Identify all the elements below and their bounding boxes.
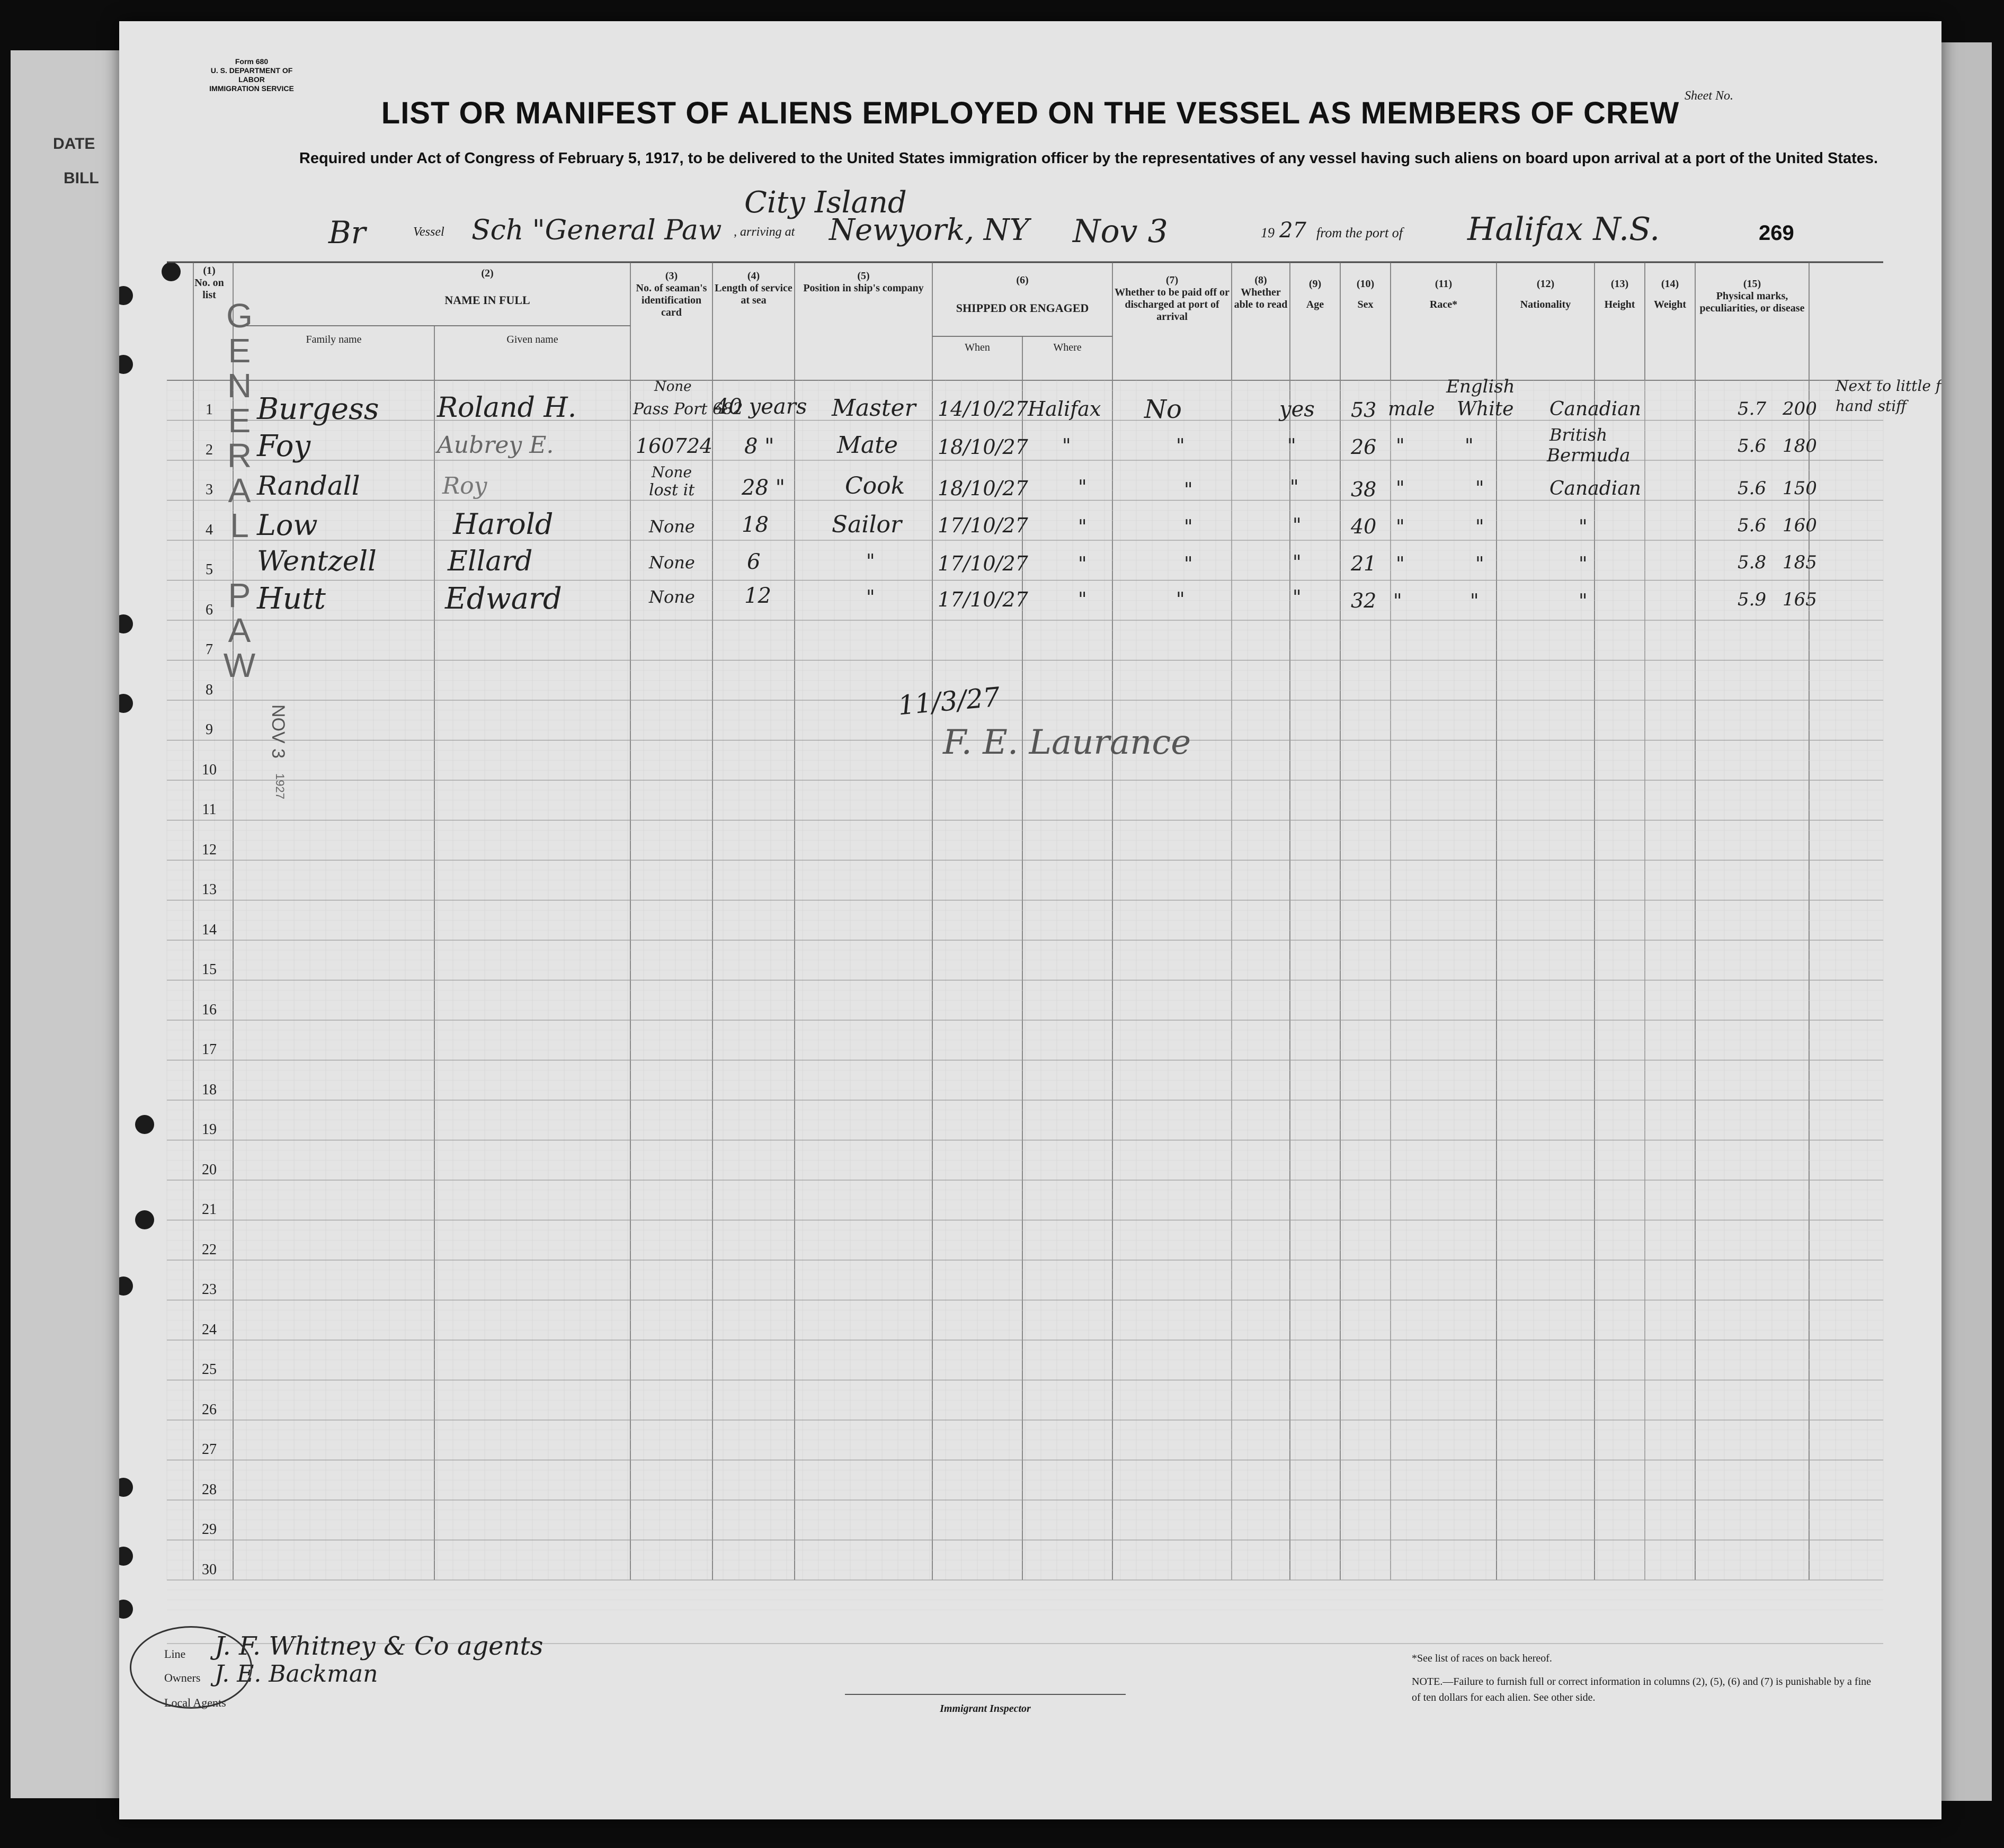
crew-shipped-where: " [1078, 589, 1087, 611]
col13-header: (13) Height [1604, 278, 1635, 310]
col11-header: (11) Race* [1429, 278, 1458, 310]
col1-header: (1) No. on list [194, 265, 224, 301]
col2-header: NAME IN FULL [444, 293, 530, 307]
row-number: 1 [206, 401, 213, 418]
crew-age: 38 [1351, 478, 1377, 501]
crew-shipped-when: 18/10/27 [938, 477, 1028, 500]
crew-given-name: Edward [445, 582, 562, 616]
crew-position: Cook [845, 472, 905, 499]
col6-where-header: Where [1053, 342, 1082, 353]
crew-race-top: English [1446, 376, 1515, 397]
crew-shipped-when: 17/10/27 [938, 552, 1028, 575]
arrival-date: Nov 3 [1073, 213, 1168, 250]
row-number: 19 [202, 1121, 217, 1138]
crew-race: " [1475, 553, 1484, 575]
crew-nationality: Canadian [1549, 398, 1641, 420]
row-number: 15 [202, 961, 217, 978]
crew-sex: " [1393, 591, 1402, 612]
crew-sex: " [1396, 553, 1405, 575]
crew-shipped-where: " [1078, 553, 1087, 575]
departure-port: Halifax N.S. [1467, 211, 1660, 248]
col3-header: (3) No. of seaman's identification card [636, 270, 707, 318]
crew-nationality: Bermuda [1547, 445, 1631, 466]
col4-header: (4) Length of service at sea [715, 270, 792, 306]
crew-service: 40 years [715, 395, 807, 419]
col15-header: (15) Physical marks, peculiarities, or disease [1699, 278, 1805, 314]
crew-service: 8 " [744, 434, 774, 459]
crew-weight: 165 [1783, 589, 1817, 610]
row-number: 13 [202, 881, 217, 898]
inspector-signature-line [845, 1694, 1126, 1695]
crew-family-name: Randall [257, 470, 360, 501]
crew-card: None [649, 516, 695, 537]
page-subtitle: Required under Act of Congress of February 5, 1917, to be delivered to the United States immigration officer by the representatives of any vessel having such aliens on board upon arrival at a port of the United States. [299, 150, 1878, 167]
crew-family-name: Low [257, 508, 318, 542]
crew-weight: 150 [1783, 478, 1817, 499]
crew-paid-off: " [1176, 589, 1185, 611]
crew-height: 5.6 [1738, 478, 1767, 499]
crew-given-name: Harold [453, 507, 554, 541]
row-number: 23 [202, 1281, 217, 1298]
crew-able-to-read: " [1293, 552, 1302, 574]
crew-sex: " [1396, 516, 1405, 538]
local-agents-label: Local Agents [164, 1696, 226, 1709]
crew-weight: 200 [1783, 398, 1817, 419]
crew-age: 21 [1351, 552, 1377, 575]
row-number: 24 [202, 1321, 217, 1338]
row-number: 14 [202, 921, 217, 938]
crew-race: White [1457, 398, 1514, 420]
crew-able-to-read: yes [1279, 397, 1315, 422]
crew-shipped-where: " [1078, 477, 1087, 498]
crew-sex: " [1396, 478, 1405, 499]
crew-given-name: Ellard [448, 546, 533, 577]
vessel-flag: Br [328, 215, 366, 251]
crew-able-to-read: " [1290, 477, 1299, 498]
crew-family-name: Wentzell [257, 546, 377, 577]
crew-nationality: " [1579, 591, 1588, 612]
col9-header: (9) Age [1306, 278, 1324, 310]
row-number: 5 [206, 561, 213, 578]
crew-card: Pass Port 682 [633, 400, 743, 418]
crew-given-name: Aubrey E. [437, 432, 554, 459]
crew-weight: 185 [1783, 552, 1817, 573]
crew-race: " [1475, 478, 1484, 499]
crew-shipped-when: 18/10/27 [938, 435, 1028, 459]
races-note: *See list of races on back hereof. [1412, 1653, 1552, 1664]
vessel-label: Vessel [413, 225, 444, 239]
crew-card: lost it [649, 481, 695, 499]
crew-sex: " [1396, 435, 1405, 457]
row-number: 20 [202, 1161, 217, 1178]
failure-note: NOTE.—Failure to furnish full or correct information in columns (2), (5), (6) and (7) is punishable by a fine of ten dollars for each alien. See other side. [1412, 1676, 1872, 1703]
footer-circled-mark [130, 1626, 252, 1709]
from-port-label: from the port of [1316, 225, 1403, 240]
col6-header: SHIPPED OR ENGAGED [956, 301, 1089, 315]
owners-label: Owners [164, 1671, 201, 1684]
crew-service: 18 [742, 513, 769, 537]
row-number: 12 [202, 841, 217, 858]
margin-stamp-date: NOV 3 [268, 704, 288, 759]
col12-header: (12) Nationality [1520, 278, 1571, 310]
row-number: 18 [202, 1081, 217, 1098]
crew-sex: male [1388, 398, 1435, 420]
col6-num: (6) [1016, 274, 1029, 286]
crew-nationality-top: British [1549, 425, 1608, 445]
crew-race: " [1465, 435, 1474, 457]
crew-given-name: Roland H. [437, 392, 577, 424]
col14-header: (14) Weight [1653, 278, 1687, 310]
form-number: Form 680 U. S. DEPARTMENT OF LABOR IMMIGRATION SERVICE [209, 57, 294, 93]
row-number: 21 [202, 1201, 217, 1218]
row-number: 28 [202, 1481, 217, 1498]
crew-nationality: Canadian [1549, 478, 1641, 499]
row-number: 10 [202, 761, 217, 778]
col6-when-header: When [965, 342, 990, 353]
row-number: 9 [206, 721, 213, 738]
row-number: 25 [202, 1361, 217, 1378]
crew-age: 26 [1351, 435, 1377, 459]
crew-position: " [866, 551, 875, 573]
manifest-sheet [119, 21, 1941, 1819]
row-number: 2 [206, 441, 213, 458]
owners-value: J. E. Backman [215, 1660, 378, 1688]
crew-card-top: None [654, 379, 692, 395]
row-number: 8 [206, 681, 213, 698]
row-number: 6 [206, 601, 213, 618]
row-number: 27 [202, 1441, 217, 1458]
row-number: 17 [202, 1041, 217, 1058]
crew-paid-off: " [1176, 435, 1185, 457]
edge-fragment-date: DATE [53, 135, 95, 153]
crew-position: " [866, 587, 875, 609]
arriving-label: , arriving at [734, 225, 795, 239]
crew-age: 53 [1351, 398, 1377, 422]
crew-service: 28 " [742, 476, 786, 500]
crew-card: None [649, 587, 695, 607]
crew-height: 5.6 [1738, 515, 1767, 536]
edge-fragment-bill: BILL [64, 169, 99, 187]
crew-family-name: Hutt [257, 582, 326, 616]
row-number: 22 [202, 1241, 217, 1258]
col2-family-header: Family name [306, 334, 362, 345]
crew-race: " [1475, 516, 1484, 538]
col2-given-header: Given name [506, 334, 558, 345]
crew-service: 6 [747, 550, 761, 574]
row-number: 29 [202, 1521, 217, 1538]
crew-shipped-when: 17/10/27 [938, 588, 1028, 611]
crew-paid-off: " [1184, 479, 1193, 501]
crew-shipped-when: 17/10/27 [938, 514, 1028, 537]
crew-height: 5.9 [1738, 589, 1767, 610]
crew-age: 40 [1351, 515, 1377, 538]
crew-shipped-where: Halifax [1028, 397, 1101, 421]
margin-stamp-year: 1927 [273, 773, 287, 799]
sheet-number-label: Sheet No. [1685, 89, 1733, 103]
col8-header: (8) Whether able to read [1234, 274, 1288, 310]
vessel-above-note: City Island [744, 185, 907, 220]
crew-height: 5.8 [1738, 552, 1767, 573]
crew-able-to-read: " [1293, 587, 1302, 609]
crew-family-name: Foy [257, 429, 311, 463]
col5-header: (5) Position in ship's company [803, 270, 924, 294]
col7-header: (7) Whether to be paid off or discharged at port of arrival [1115, 274, 1230, 323]
crew-card: None [649, 552, 695, 573]
row-number: 3 [206, 481, 213, 498]
immigrant-inspector-label: Immigrant Inspector [940, 1703, 1031, 1715]
crew-paid-off: " [1184, 516, 1193, 538]
inspector-signature: F. E. Laurance [943, 723, 1191, 762]
crew-card-top: None [652, 463, 692, 481]
crew-paid-off: No [1144, 395, 1182, 424]
crew-able-to-read: " [1287, 435, 1296, 457]
crew-physical-marks: Next to little f hand stiff [1836, 377, 1941, 415]
crew-position: Master [832, 395, 916, 422]
arriving-port: Newyork, NY [829, 213, 1029, 247]
col10-header: (10) Sex [1356, 278, 1375, 310]
crew-able-to-read: " [1293, 515, 1302, 537]
crew-position: Mate [837, 432, 898, 459]
crew-service: 12 [744, 584, 771, 608]
row-number: 16 [202, 1001, 217, 1018]
vessel-name: Sch "General Paw [471, 215, 722, 246]
year-prefix: 19 [1261, 225, 1275, 240]
row-number: 11 [202, 801, 217, 818]
row-number: 30 [202, 1561, 217, 1578]
crew-paid-off: " [1184, 553, 1193, 575]
page-title: LIST OR MANIFEST OF ALIENS EMPLOYED ON THE VESSEL AS MEMBERS OF CREW [381, 96, 1680, 130]
crew-card: 160724 [636, 434, 713, 458]
crew-nationality: " [1579, 516, 1588, 538]
row-number: 7 [206, 641, 213, 658]
line-value: J. F. Whitney & Co agents [215, 1631, 544, 1661]
row-number: 26 [202, 1401, 217, 1418]
crew-shipped-when: 14/10/27 [938, 397, 1028, 421]
crew-position: Sailor [832, 511, 902, 538]
crew-weight: 160 [1783, 515, 1817, 536]
row-number: 4 [206, 521, 213, 538]
crew-shipped-where: " [1078, 516, 1087, 538]
crew-height: 5.7 [1738, 398, 1767, 419]
crew-weight: 180 [1783, 435, 1817, 457]
margin-stamp-ship: GENERAL PAW [220, 297, 259, 681]
crew-race: " [1470, 591, 1479, 612]
crew-age: 32 [1351, 589, 1377, 612]
year-suffix: 27 [1279, 218, 1306, 243]
line-label: Line [164, 1647, 186, 1660]
col2-num: (2) [481, 267, 494, 279]
crew-height: 5.6 [1738, 435, 1767, 457]
crew-shipped-where: " [1062, 435, 1071, 457]
inspection-date: 11/3/27 [896, 681, 1001, 721]
crew-nationality: " [1579, 553, 1588, 575]
manifest-number: 269 [1759, 221, 1794, 245]
crew-family-name: Burgess [257, 392, 379, 426]
crew-given-name: Roy [442, 472, 487, 499]
